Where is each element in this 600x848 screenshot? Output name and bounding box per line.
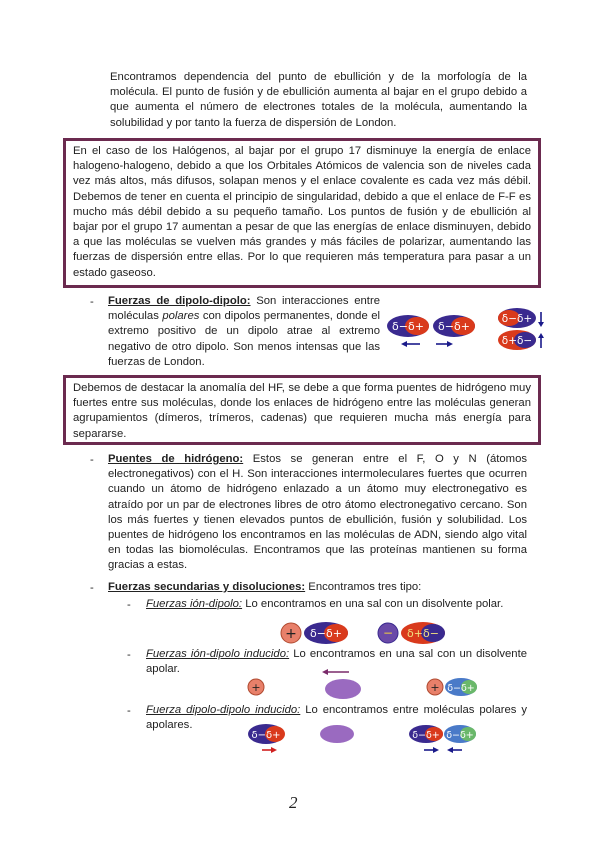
hydrogen-bond-item <box>108 452 527 574</box>
dipole-label: δ−δ+ <box>446 730 474 741</box>
dipole-text-a: Son interacciones entre moléculas <box>108 295 380 323</box>
sub-bullet-dash: - <box>127 599 131 611</box>
dipole-molecule <box>401 622 445 644</box>
secondary-forces-text: Encontramos tres tipo: <box>305 581 422 593</box>
dipole-label: δ+δ− <box>501 335 533 347</box>
ion-dipole-illustration <box>280 622 450 644</box>
halogen-note-box <box>63 138 541 288</box>
dipole-molecule <box>248 724 285 744</box>
dipole-molecule-2 <box>433 315 475 337</box>
dipole-molecule-1 <box>387 315 429 337</box>
dipole-label: δ−δ+ <box>251 730 281 741</box>
hf-note-text: Debemos de destacar la anomalía del HF, se debe a que forma puentes de hidrógeno muy fuertes entre sus moléculas, donde los enlaces de hidrógeno entre las moléculas generan agrupamientos (dímeros, trímeros, cadenas) que requieren mucha más energía para separarse. <box>73 382 531 440</box>
cation-icon <box>427 679 443 695</box>
secondary-forces-term: Fuerzas secundarias y disoluciones: <box>108 581 306 593</box>
dipole-induced-dipole-text: Lo encontramos entre moléculas polares y apolares. <box>146 704 527 732</box>
ion-induced-dipole-term: Fuerzas ión-dipolo inducido: <box>146 648 290 660</box>
dipole-dipole-item <box>108 294 380 370</box>
plus-label: + <box>285 626 297 642</box>
dipole-label: δ−δ+ <box>392 320 424 333</box>
bullet-dash: - <box>90 296 94 308</box>
plus-label: + <box>251 681 261 694</box>
ion-dipole-text: Lo encontramos en una sal con un disolvente polar. <box>242 598 504 610</box>
ion-induced-dipole-text: Lo encontramos en una sal con un disolvente apolar. <box>146 648 527 676</box>
arrow-pair-icon <box>401 341 453 347</box>
dipole-molecule-3 <box>498 308 536 328</box>
dipole-label: δ−δ+ <box>310 627 342 640</box>
dipole-dipole-illustration <box>388 308 548 352</box>
ion-dipole-item <box>146 597 527 612</box>
induced-dipole-molecule <box>444 725 476 743</box>
bullet-dash: - <box>90 582 94 594</box>
sub-bullet-dash: - <box>127 649 131 661</box>
dipole-induced-dipole-term: Fuerza dipolo-dipolo inducido: <box>146 704 301 716</box>
cation-icon <box>281 623 301 643</box>
sub-bullet-dash: - <box>127 705 131 717</box>
induced-dipole-molecule <box>445 678 477 696</box>
dipole-label: δ−δ+ <box>438 320 470 333</box>
hf-note-box <box>63 375 541 445</box>
hydrogen-bond-text: Estos se generan entre el F, O y N (átomos electronegativos) con el H. Son interacciones intermoleculares fuertes que ocurren cuando un átomo de hidrógeno enlazado a un átomo muy electronegativo es atraído por un par de electrones libres de otro átomo electronegativo cercano. Son los más fuertes y tienen elevados puntos de ebullición, fusión y solubilidad. Los puentes de hidrógeno los encontramos en las moléculas de ADN, siendo algo vital en todas las biomoléculas. Encontramos que las proteínas mantienen su forma gracias a estas. <box>108 453 527 572</box>
dipole-molecule-4 <box>498 330 536 350</box>
cation-icon <box>248 679 264 695</box>
bullet-dash: - <box>90 454 94 466</box>
dipole-label: δ−δ+ <box>412 730 440 741</box>
halogen-note-text: En el caso de los Halógenos, al bajar por el grupo 17 disminuye la energía de enlace halogeno-halogeno, debido a que los Orbitales Atómicos de valencia son de niveles cada vez más altos, más difusos, solapan menos y el enlace covalente es cada vez más débil. Debemos de tener en cuenta el principio de singularidad, debido a que el enlace de F-F es mucho más débil debido a su pequeño tamaño. Los puntos de fusión y de ebullición al bajar por el grupo 17 aumentan a pesar de que las energías de enlace disminuyen, debido a que las moléculas se vuelven más grandes y más fáciles de polarizar, aumentando las fuerzas de dispersión entre ellas. Por lo que requieren más temperatura para pasar a un estado gaseoso. <box>73 145 531 279</box>
arrow-left-icon <box>322 669 349 675</box>
dipole-label: δ−δ+ <box>447 683 475 694</box>
arrow-pair-icon <box>424 747 462 753</box>
dipole-molecule <box>304 622 348 644</box>
ion-dipole-term: Fuerzas ión-dipolo: <box>146 598 243 610</box>
dipole-label: δ−δ+ <box>501 313 533 325</box>
vertical-arrows-icon <box>538 312 544 348</box>
intro-paragraph: Encontramos dependencia del punto de ebullición y de la morfología de la molécula. El punto de fusión y de ebullición aumenta al bajar en el grupo debido a que aumenta el número de electrones totales de la molécula, aumentando la solubilidad y por tanto la fuerza de dispersión de London. <box>110 71 527 129</box>
arrow-right-icon <box>262 747 277 753</box>
dipole-dipole-term: Fuerzas de dipolo-dipolo: <box>108 295 251 307</box>
minus-label: − <box>382 626 394 640</box>
plus-label: + <box>430 681 440 694</box>
apolar-molecule <box>320 725 354 743</box>
ion-induced-dipole-illustration <box>245 666 485 700</box>
dipole-text-b: con dipolos permanentes, donde el extremo positivo de un dipolo atrae al extremo negativo de otro dipolo. Son menos intensas que las fuerzas de London. <box>108 310 380 368</box>
anion-icon <box>378 623 398 643</box>
dipole-label: δ+δ− <box>407 627 439 640</box>
hydrogen-bond-term: Puentes de hidrógeno: <box>108 453 244 465</box>
apolar-molecule <box>325 679 361 699</box>
dipole-induced-dipole-illustration <box>248 724 488 754</box>
dipole-molecule <box>409 725 443 743</box>
dipole-italic-word: polares <box>162 310 200 323</box>
secondary-forces-item <box>108 580 527 595</box>
page-number: 2 <box>289 793 298 812</box>
